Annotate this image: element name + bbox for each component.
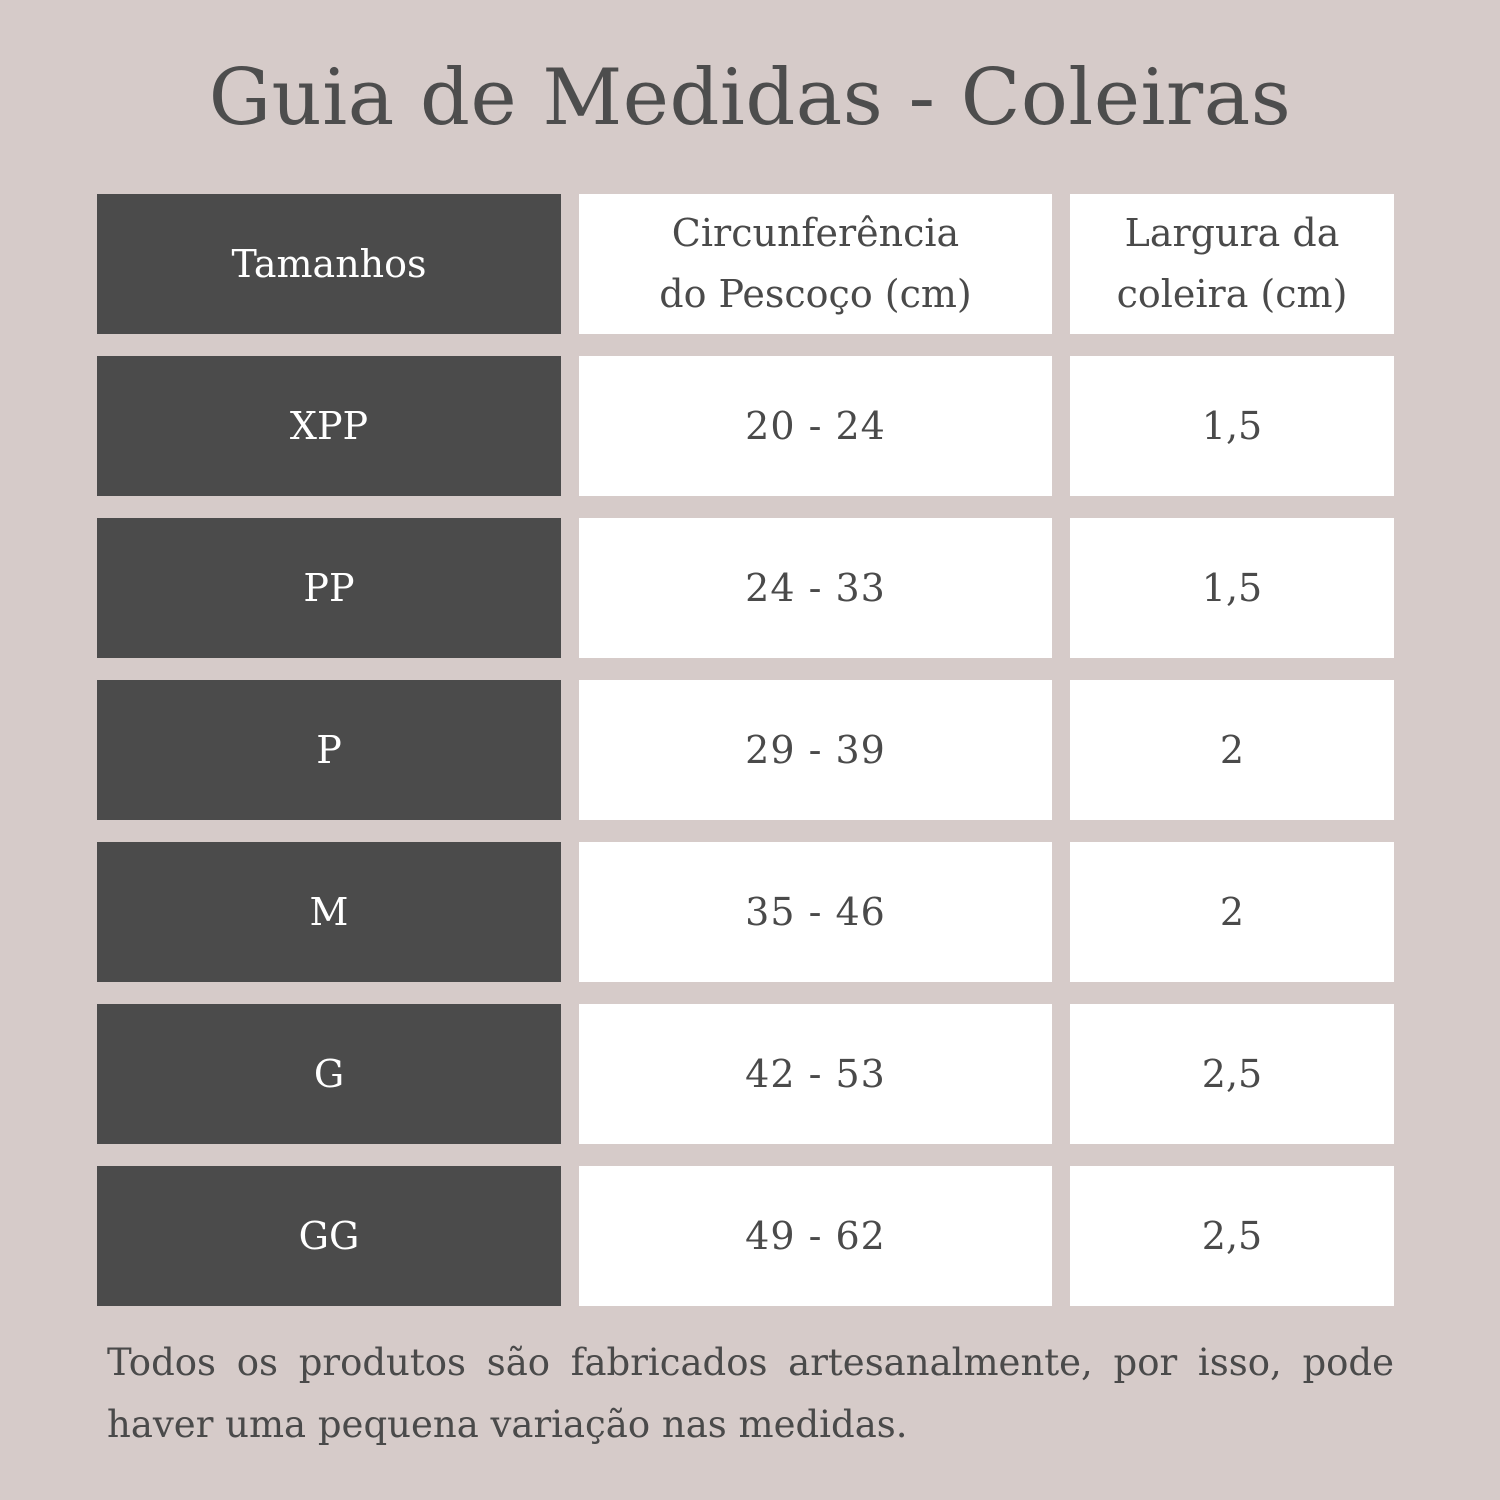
table-row — [97, 1166, 1394, 1306]
circumference-cell: 42 - 53 — [579, 1004, 1052, 1144]
table-row — [97, 842, 1394, 982]
size-cell: XPP — [97, 356, 561, 496]
width-cell: 2 — [1070, 680, 1394, 820]
size-cell: PP — [97, 518, 561, 658]
page-title: Guia de Medidas - Coleiras — [208, 53, 1292, 143]
width-cell: 1,5 — [1070, 518, 1394, 658]
width-cell: 2,5 — [1070, 1004, 1394, 1144]
circumference-cell: 24 - 33 — [579, 518, 1052, 658]
circumference-cell: 35 - 46 — [579, 842, 1052, 982]
footnote: Todos os produtos são fabricados artesanalmente, por isso, pode haver uma pequena variação nas medidas. — [107, 1341, 1394, 1446]
table-row — [97, 1004, 1394, 1144]
header-width — [1070, 194, 1394, 334]
size-cell: M — [97, 842, 561, 982]
header-size: Tamanhos — [97, 194, 561, 334]
size-cell: P — [97, 680, 561, 820]
size-cell: G — [97, 1004, 561, 1144]
width-cell: 1,5 — [1070, 356, 1394, 496]
circumference-cell: 20 - 24 — [579, 356, 1052, 496]
table-header-row — [97, 194, 1394, 334]
circumference-cell: 49 - 62 — [579, 1166, 1052, 1306]
header-circumference-line2: do Pescoço (cm) — [659, 272, 972, 316]
table-row — [97, 356, 1394, 496]
table-row — [97, 680, 1394, 820]
width-cell: 2 — [1070, 842, 1394, 982]
header-width-line2: coleira (cm) — [1116, 272, 1348, 316]
table-row — [97, 518, 1394, 658]
header-width-line1: Largura da — [1124, 211, 1340, 255]
header-circumference — [579, 194, 1052, 334]
size-cell: GG — [97, 1166, 561, 1306]
width-cell: 2,5 — [1070, 1166, 1394, 1306]
header-circumference-line1: Circunferência — [671, 211, 960, 255]
circumference-cell: 29 - 39 — [579, 680, 1052, 820]
